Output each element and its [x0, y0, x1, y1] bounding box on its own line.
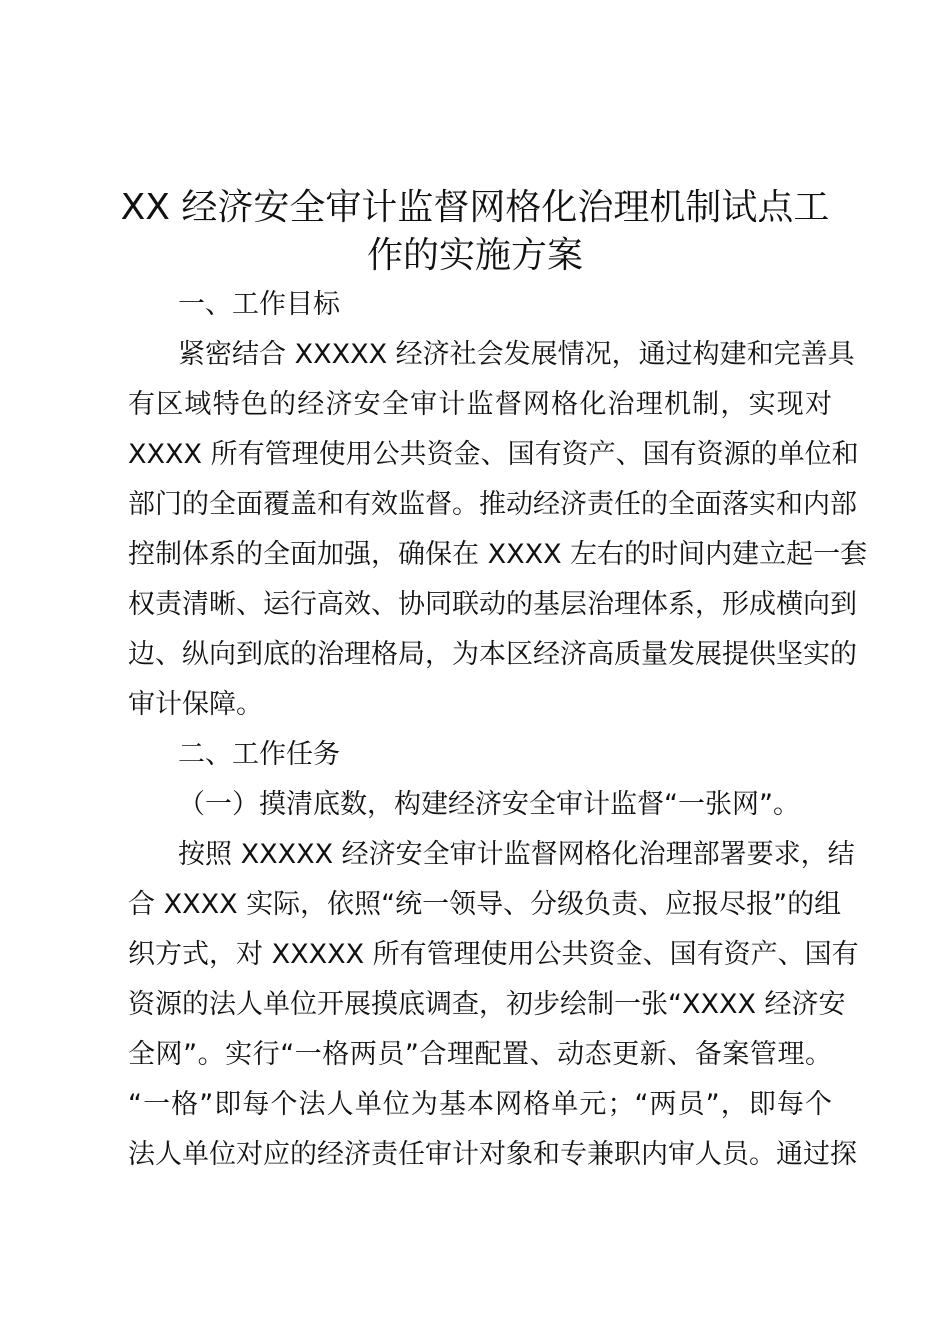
- paragraph-line: 按照 XXXXX 经济安全审计监督网格化治理部署要求，结: [178, 839, 855, 870]
- paragraph-line: 织方式，对 XXXXX 所有管理使用公共资金、国有资产、国有: [128, 939, 859, 970]
- paragraph-line: 资源的法人单位开展摸底调查，初步绘制一张“XXXX 经济安: [128, 989, 846, 1020]
- paragraph-line: 法人单位对应的经济责任审计对象和专兼职内审人员。通过探: [128, 1139, 857, 1170]
- subsection-heading: （一）摸清底数，构建经济安全审计监督“一张网”。: [178, 789, 800, 820]
- paragraph-line: 全网”。实行“一格两员”合理配置、动态更新、备案管理。: [128, 1039, 832, 1070]
- paragraph-line: 审计保障。: [128, 689, 263, 720]
- document-title-line-2: 作的实施方案: [366, 235, 583, 276]
- section-heading-goals: 一、工作目标: [178, 289, 340, 320]
- paragraph-line: “一格”即每个法人单位为基本网格单元；“两员”，即每个: [128, 1089, 832, 1120]
- paragraph-line: 权责清晰、运行高效、协同联动的基层治理体系，形成横向到: [128, 589, 857, 620]
- paragraph-line: 有区域特色的经济安全审计监督网格化治理机制，实现对: [128, 389, 832, 420]
- paragraph-line: 合 XXXX 实际，依照“统一领导、分级负责、应报尽报”的组: [128, 889, 842, 920]
- paragraph-line: 部门的全面覆盖和有效监督。推动经济责任的全面落实和内部: [128, 489, 857, 520]
- section-heading-tasks: 二、工作任务: [178, 739, 340, 770]
- paragraph-line: 紧密结合 XXXXX 经济社会发展情况，通过构建和完善具: [178, 339, 855, 370]
- paragraph-line: 控制体系的全面加强，确保在 XXXX 左右的时间内建立起一套: [128, 539, 868, 570]
- paragraph-line: 边、纵向到底的治理格局，为本区经济高质量发展提供坚实的: [128, 639, 857, 670]
- document-title-line-1: XX 经济安全审计监督网格化治理机制试点工: [120, 187, 830, 228]
- paragraph-line: XXXX 所有管理使用公共资金、国有资产、国有资源的单位和: [128, 439, 859, 470]
